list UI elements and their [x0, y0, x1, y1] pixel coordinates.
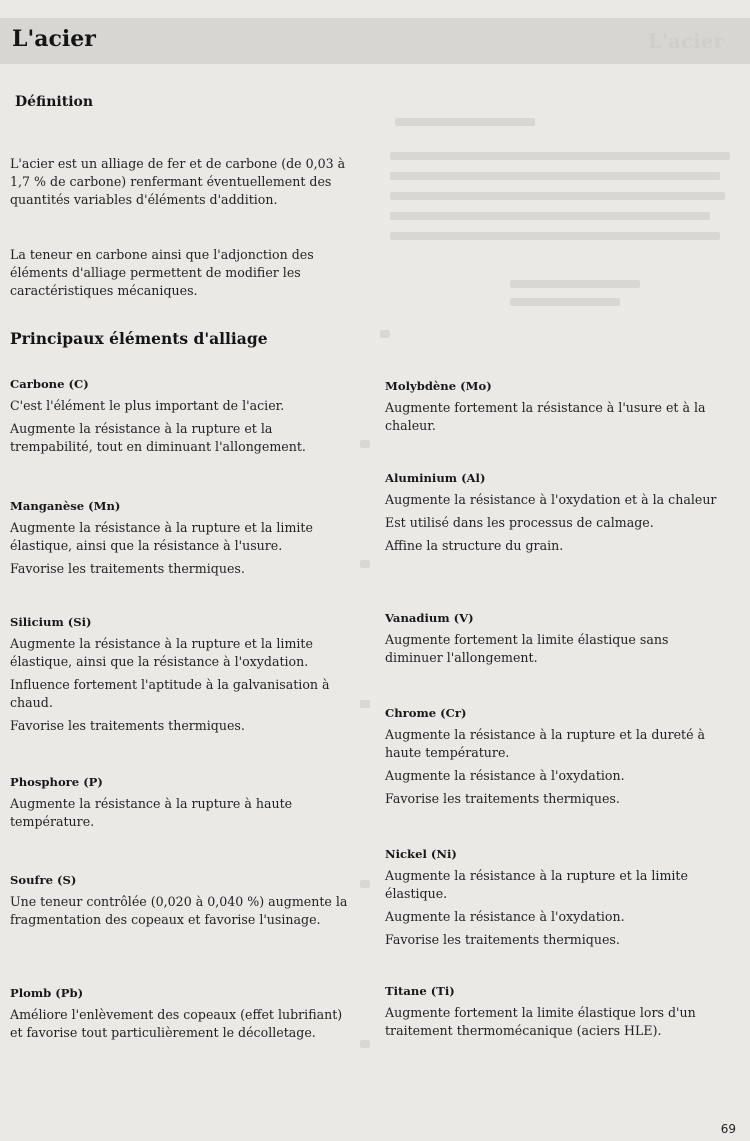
title-bar	[0, 18, 750, 64]
element-description: Est utilisé dans les processus de calmage.	[385, 515, 654, 530]
element-description: Favorise les traitements thermiques.	[385, 932, 620, 947]
page-number: 69	[720, 1122, 736, 1136]
element-name: Titane (Ti)	[385, 984, 455, 998]
definition-heading: Définition	[15, 94, 94, 110]
element-description: Améliore l'enlèvement des copeaux (effet lubrifiant) et favorise tout particulièrement le décolletage.	[10, 1007, 343, 1040]
element-entry-molybdene	[385, 378, 730, 440]
alloy-elements-heading: Principaux éléments d'alliage	[10, 329, 268, 348]
definition-paragraph: L'acier est un alliage de fer et de carbone (de 0,03 à 1,7 % de carbone) renfermant éventuellement des quantités variables d'éléments d'addition.	[10, 156, 346, 207]
element-name: Nickel (Ni)	[385, 847, 457, 861]
element-description: Augmente la résistance à la rupture et la limite élastique.	[385, 868, 688, 901]
element-description: Augmente la résistance à la rupture et la limite élastique, ainsi que la résistance à l'oxydation.	[10, 636, 313, 669]
ghost-title: L'acier	[647, 29, 724, 53]
element-description: Augmente fortement la limite élastique lors d'un traitement thermomécanique (aciers HLE).	[385, 1005, 696, 1038]
element-entry-aluminium	[385, 470, 730, 560]
element-description: Augmente la résistance à l'oxydation et à la chaleur	[385, 492, 717, 507]
element-entry-nickel	[385, 846, 730, 954]
element-description: Augmente la résistance à la rupture et la limite élastique, ainsi que la résistance à l'usure.	[10, 520, 313, 553]
element-entry-silicium	[10, 614, 355, 740]
element-entry-manganese	[10, 498, 355, 583]
element-description: Augmente la résistance à l'oxydation.	[385, 768, 625, 783]
element-entry-soufre	[10, 872, 355, 934]
page-title: L'acier	[12, 26, 96, 52]
element-description: Une teneur contrôlée (0,020 à 0,040 %) augmente la fragmentation des copeaux et favorise l'usinage.	[10, 894, 348, 927]
element-description: Augmente fortement la résistance à l'usure et à la chaleur.	[385, 400, 706, 433]
element-entry-phosphore	[10, 774, 355, 836]
element-name: Soufre (S)	[10, 873, 77, 887]
element-description: C'est l'élément le plus important de l'acier.	[10, 398, 285, 413]
element-description: Favorise les traitements thermiques.	[10, 561, 245, 576]
element-name: Chrome (Cr)	[385, 706, 467, 720]
definition-paragraph: La teneur en carbone ainsi que l'adjonction des éléments d'alliage permettent de modifier les caractéristiques mécaniques.	[10, 247, 314, 298]
element-name: Molybdène (Mo)	[385, 379, 492, 393]
element-description: Influence fortement l'aptitude à la galvanisation à chaud.	[10, 677, 330, 710]
element-name: Plomb (Pb)	[10, 986, 84, 1000]
element-name: Manganèse (Mn)	[10, 499, 121, 513]
element-entry-chrome	[385, 705, 730, 813]
element-name: Carbone (C)	[10, 377, 89, 391]
element-description: Favorise les traitements thermiques.	[385, 791, 620, 806]
element-name: Phosphore (P)	[10, 775, 103, 789]
element-name: Silicium (Si)	[10, 615, 92, 629]
element-entry-carbone	[10, 376, 355, 461]
element-name: Aluminium (Al)	[385, 471, 486, 485]
element-name: Vanadium (V)	[385, 611, 474, 625]
element-entry-vanadium	[385, 610, 730, 672]
element-description: Augmente la résistance à la rupture à haute température.	[10, 796, 293, 829]
element-description: Affine la structure du grain.	[385, 538, 564, 553]
element-entry-titane	[385, 983, 730, 1045]
element-description: Augmente la résistance à la rupture et la dureté à haute température.	[385, 727, 706, 760]
element-description: Favorise les traitements thermiques.	[10, 718, 245, 733]
element-description: Augmente la résistance à l'oxydation.	[385, 909, 625, 924]
element-description: Augmente la résistance à la rupture et la trempabilité, tout en diminuant l'allongement.	[10, 421, 306, 454]
element-description: Augmente fortement la limite élastique sans diminuer l'allongement.	[385, 632, 669, 665]
element-entry-plomb	[10, 985, 355, 1047]
